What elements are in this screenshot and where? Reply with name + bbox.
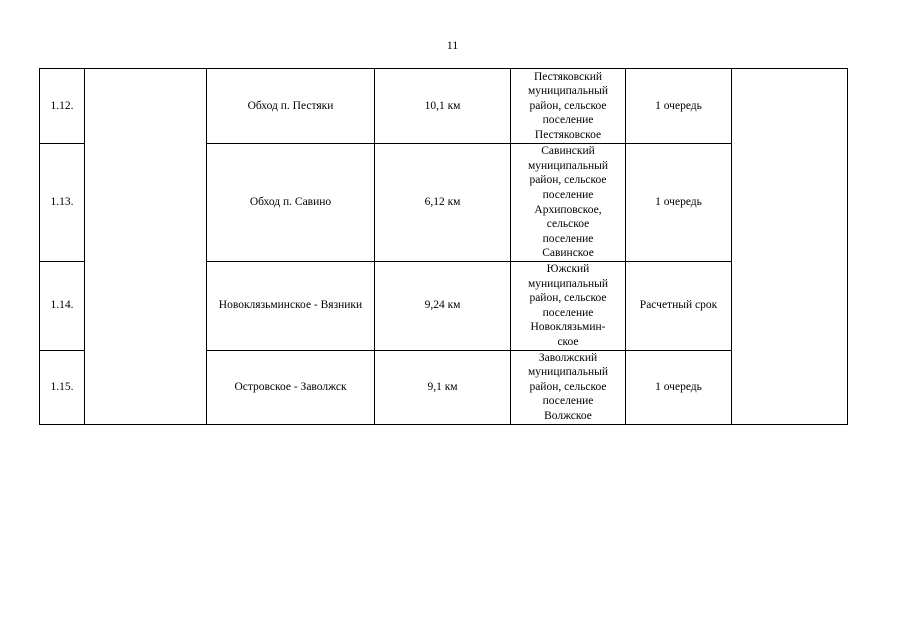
area-line: Савинское	[542, 247, 594, 260]
area-line: район, сельское	[529, 380, 607, 393]
area-line: сельское	[546, 218, 590, 231]
area-line: Пестяковское	[534, 128, 602, 141]
area-line: Новоклязьмин-	[530, 321, 606, 334]
area-line: Заволжский	[538, 351, 598, 364]
area-line: поселение	[542, 395, 594, 408]
merged-empty-cell	[85, 69, 207, 425]
area-line: Савинский	[541, 145, 595, 158]
stage-cell: Расчетный срок	[626, 262, 732, 351]
table-row	[40, 69, 848, 144]
area-line: район, сельское	[529, 292, 607, 305]
road-name-cell: Обход п. Савино	[207, 144, 375, 262]
area-line: поселение	[542, 114, 594, 127]
stage-cell: 1 очередь	[626, 144, 732, 262]
area-line: ское	[557, 335, 579, 348]
length-cell: 9,24 км	[375, 262, 511, 351]
area-cell	[511, 350, 626, 424]
area-cell	[511, 262, 626, 351]
area-line: муниципальный	[527, 85, 609, 98]
area-line: район, сельское	[529, 99, 607, 112]
road-name-cell: Новоклязьминское - Вязники	[207, 262, 375, 351]
road-name-cell: Обход п. Пестяки	[207, 69, 375, 144]
row-number-cell: 1.12.	[40, 69, 85, 144]
row-number-cell: 1.15.	[40, 350, 85, 424]
page-number: 11	[446, 38, 459, 52]
area-line: поселение	[542, 306, 594, 319]
roads-table	[39, 68, 848, 425]
row-number-cell: 1.14.	[40, 262, 85, 351]
area-cell	[511, 144, 626, 262]
stage-cell: 1 очередь	[626, 69, 732, 144]
area-cell	[511, 69, 626, 144]
stage-cell: 1 очередь	[626, 350, 732, 424]
row-number-cell: 1.13.	[40, 144, 85, 262]
road-name-cell: Островское - Заволжск	[207, 350, 375, 424]
area-line: район, сельское	[529, 174, 607, 187]
area-line: поселение	[542, 188, 594, 201]
area-line: Южский	[546, 263, 590, 275]
area-line: Пестяковский	[533, 70, 603, 83]
area-line: муниципальный	[527, 366, 609, 379]
length-cell: 10,1 км	[375, 69, 511, 144]
area-line: Архиповское,	[534, 203, 602, 216]
area-line: муниципальный	[527, 277, 609, 290]
merged-empty-cell	[732, 69, 848, 425]
area-line: муниципальный	[527, 159, 609, 172]
area-line: Волжское	[544, 409, 592, 422]
length-cell: 6,12 км	[375, 144, 511, 262]
area-line: поселение	[542, 232, 594, 245]
length-cell: 9,1 км	[375, 350, 511, 424]
